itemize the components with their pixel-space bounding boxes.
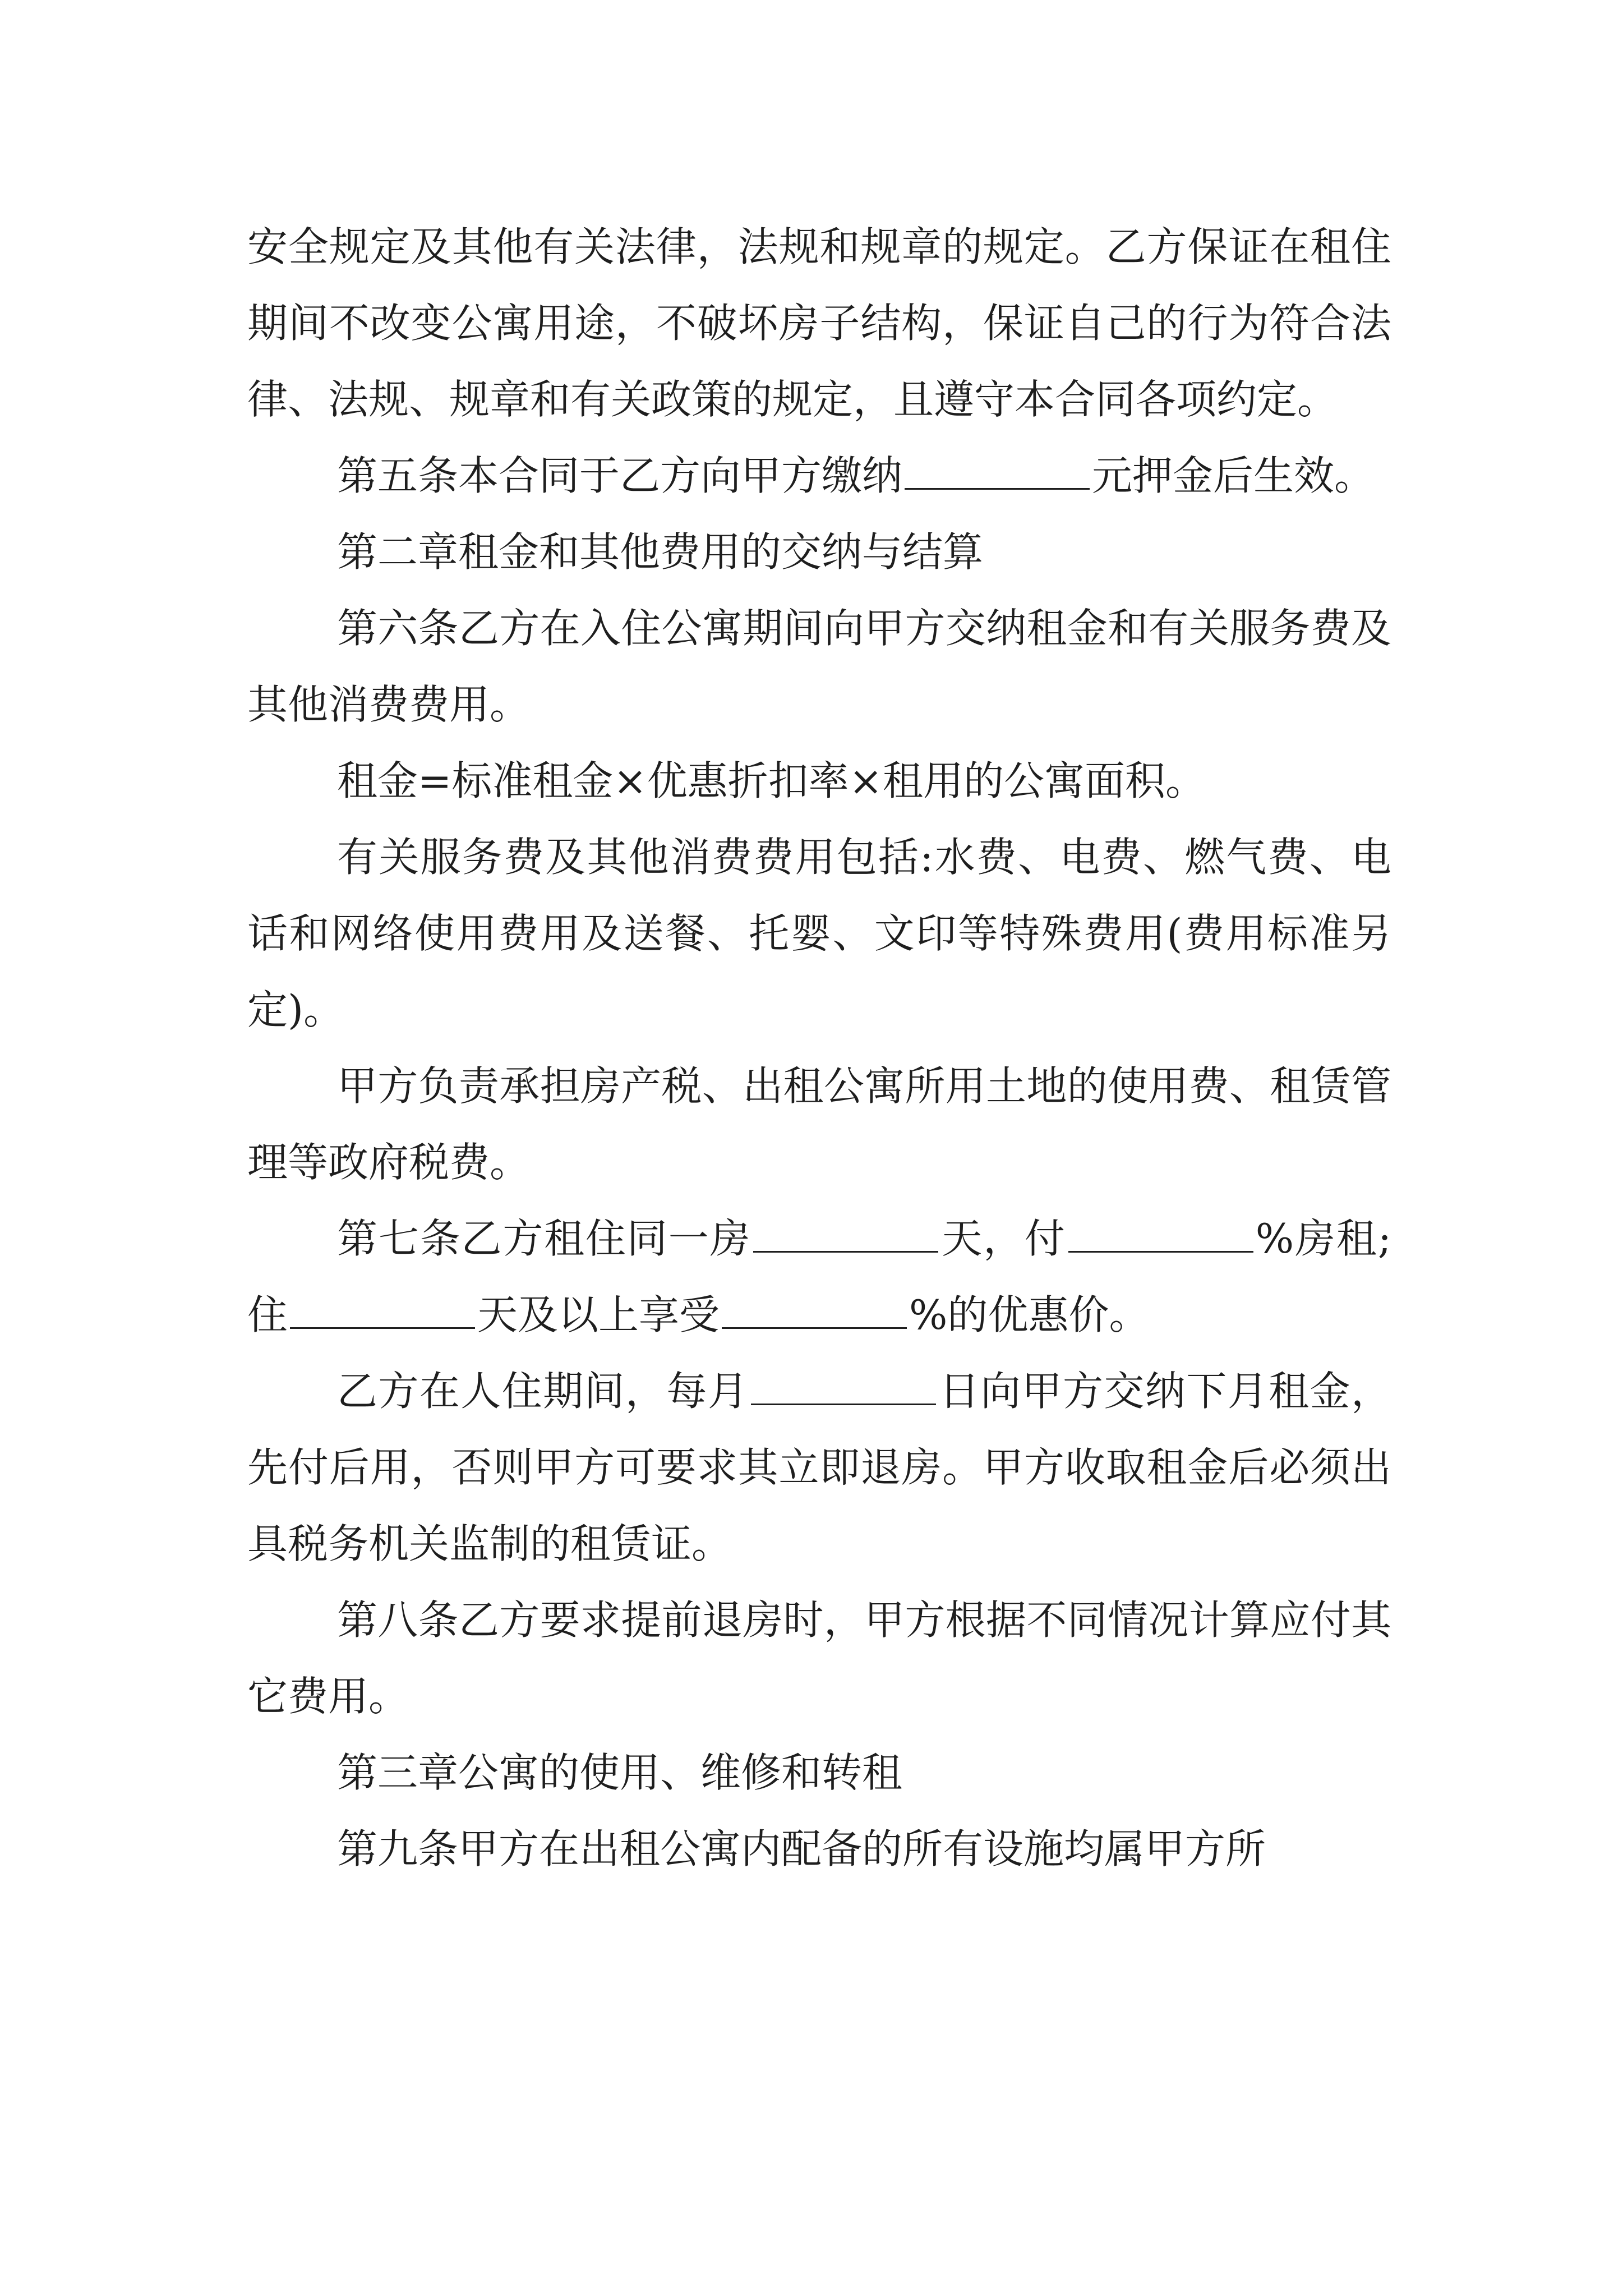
- heading-text: 第二章租金和其他费用的交纳与结算: [337, 528, 984, 576]
- paragraph-article-5: [247, 438, 1391, 514]
- discount-percent-blank[interactable]: [722, 1294, 907, 1329]
- paragraph-text: 第六条乙方在入住公寓期间向甲方交纳租金和有关服务费及其他消费费用。: [247, 605, 1391, 728]
- paragraph-article-6: [247, 590, 1391, 743]
- paragraph-landlord-taxes: [247, 1048, 1391, 1200]
- paragraph-text: 第五条本合同于乙方向甲方缴纳: [337, 452, 903, 499]
- document-page: [247, 209, 1391, 1887]
- heading-text: 第三章公寓的使用、维修和转租: [337, 1749, 903, 1796]
- paragraph-text: 租金=标准租金×优惠折扣率×租用的公寓面积。: [337, 757, 1206, 804]
- paragraph-article-9: [247, 1811, 1391, 1887]
- paragraph-text: %的优惠价。: [909, 1291, 1150, 1338]
- payment-day-blank[interactable]: [751, 1370, 936, 1405]
- paragraph-text: %房租;住: [247, 1215, 1391, 1338]
- long-stay-days-blank[interactable]: [290, 1294, 475, 1329]
- paragraph-text: 乙方在人住期间，每月: [337, 1368, 749, 1415]
- paragraph-text: 有关服务费及其他消费费用包括:水费、电费、燃气费、电话和网络使用费用及送餐、托婴、文印等特殊费用(费用标准另定)。: [247, 834, 1391, 1033]
- paragraph-text: 第九条甲方在出租公寓内配备的所有设施均属甲方所: [337, 1825, 1266, 1872]
- paragraph-text: 天，付: [940, 1215, 1066, 1262]
- paragraph-text: 安全规定及其他有关法律，法规和规章的规定。乙方保证在租住期间不改变公寓用途，不破坏房子结构，保证自己的行为符合法律、法规、规章和有关政策的规定，且遵守本合同各项约定。: [247, 223, 1391, 423]
- paragraph-text: 元押金后生效。: [1092, 452, 1375, 499]
- paragraph-rent-formula: [247, 743, 1391, 819]
- chapter-2-heading: [247, 514, 1391, 590]
- paragraph-service-fees: [247, 819, 1391, 1048]
- deposit-amount-blank[interactable]: [905, 454, 1090, 490]
- chapter-3-heading: [247, 1734, 1391, 1811]
- paragraph-text: 日向甲方交纳下月租金，先付后用，否则甲方可要求其立即退房。甲方收取租金后必须出具税务机关监制的租赁证。: [247, 1368, 1391, 1567]
- rent-percent-blank[interactable]: [1068, 1217, 1253, 1253]
- paragraph-article-7: [247, 1200, 1391, 1353]
- paragraph-text: 第七条乙方租住同一房: [337, 1215, 751, 1262]
- stay-days-blank[interactable]: [753, 1217, 938, 1253]
- paragraph-monthly-payment: [247, 1353, 1391, 1582]
- paragraph-text: 甲方负责承担房产税、出租公寓所用土地的使用费、租赁管理等政府税费。: [247, 1062, 1391, 1186]
- paragraph-text: 天及以上享受: [477, 1291, 720, 1338]
- paragraph-safety-compliance: [247, 209, 1391, 438]
- paragraph-text: 第八条乙方要求提前退房时，甲方根据不同情况计算应付其它费用。: [247, 1596, 1391, 1720]
- paragraph-article-8: [247, 1582, 1391, 1734]
